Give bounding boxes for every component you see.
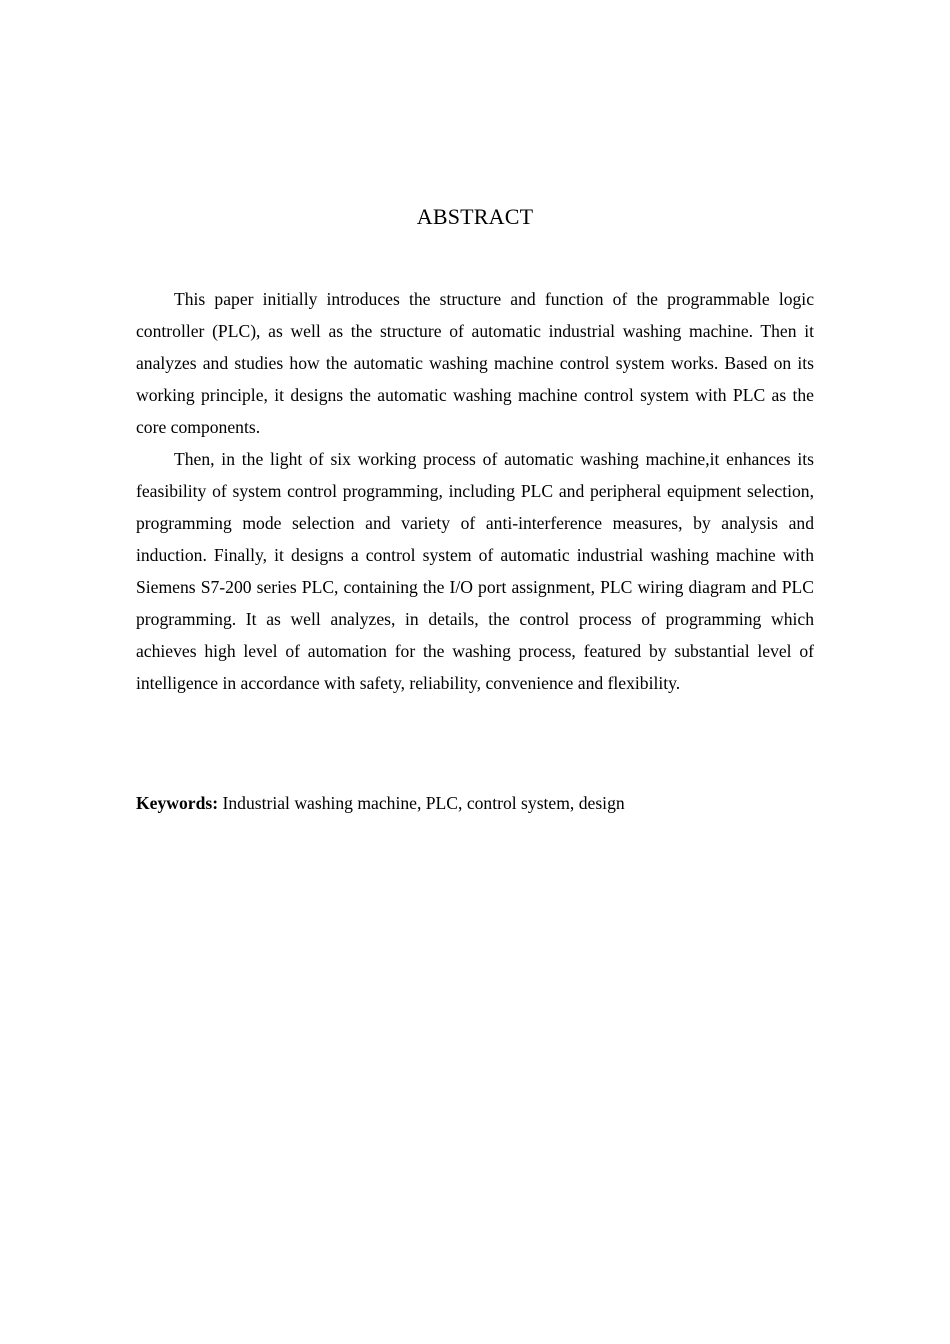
keywords-label: Keywords: <box>136 793 219 813</box>
abstract-paragraph-1: This paper initially introduces the structure and function of the programmable logic controller (PLC), as well as the structure of automatic industrial washing machine. Then it analyzes and studies how the automatic washing machine control system works. Based on its working principle, it designs the automatic washing machine control system with PLC as the core components. <box>136 289 814 437</box>
abstract-body <box>136 283 814 699</box>
abstract-paragraph-2: Then, in the light of six working process of automatic washing machine,it enhances its feasibility of system control programming, including PLC and peripheral equipment selection, programming mode selection and variety of anti-interference measures, by analysis and induction. Finally, it designs a control system of automatic industrial washing machine with Siemens S7-200 series PLC, containing the I/O port assignment, PLC wiring diagram and PLC programming. It as well analyzes, in details, the control process of programming which achieves high level of automation for the washing process, featured by substantial level of intelligence in accordance with safety, reliability, convenience and flexibility. <box>136 449 814 693</box>
keywords-text: Industrial washing machine, PLC, control system, design <box>222 793 625 813</box>
abstract-title: ABSTRACT <box>416 204 534 229</box>
keywords-line <box>136 787 814 819</box>
